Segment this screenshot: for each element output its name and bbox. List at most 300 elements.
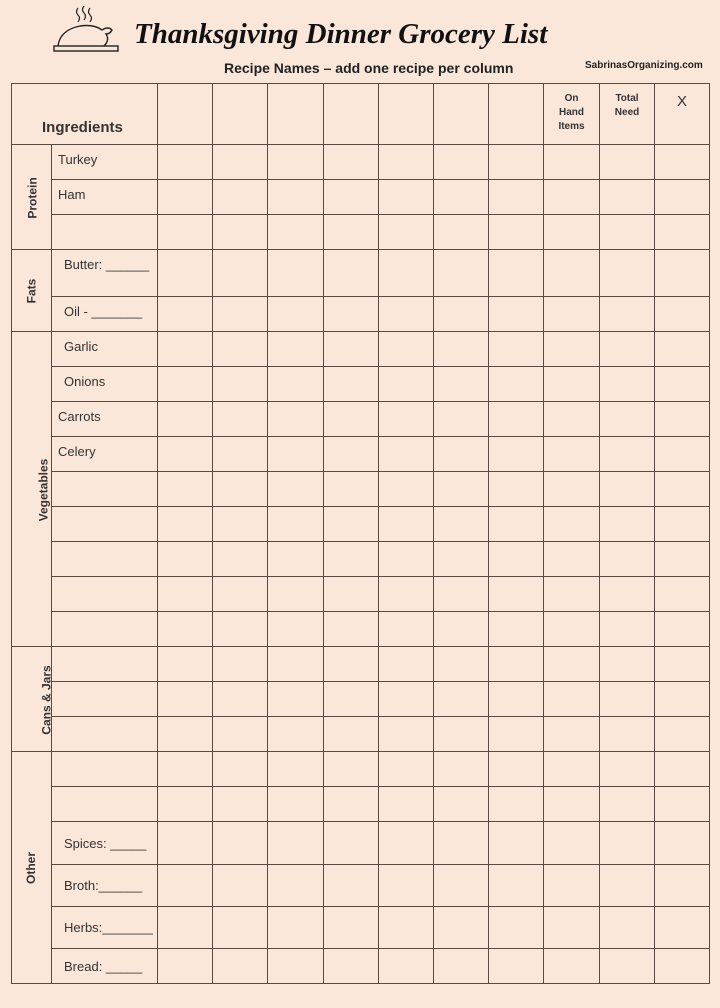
recipe-qty-cell[interactable]: [434, 402, 489, 437]
on-hand-cell[interactable]: [544, 682, 600, 717]
recipe-qty-cell[interactable]: [324, 647, 379, 682]
ingredient-cell[interactable]: Bread: _____: [52, 949, 158, 984]
recipe-qty-cell[interactable]: [489, 180, 544, 215]
recipe-name-cell[interactable]: [268, 84, 324, 145]
check-cell[interactable]: [655, 682, 710, 717]
recipe-qty-cell[interactable]: [489, 507, 544, 542]
check-cell[interactable]: [655, 612, 710, 647]
recipe-qty-cell[interactable]: [213, 367, 268, 402]
recipe-qty-cell[interactable]: [158, 437, 213, 472]
table-row: [12, 577, 710, 612]
table-row: [12, 752, 710, 787]
header-row: [12, 84, 710, 145]
recipe-qty-cell[interactable]: [434, 822, 489, 865]
recipe-qty-cell[interactable]: [268, 180, 324, 215]
recipe-qty-cell[interactable]: [268, 250, 324, 297]
recipe-qty-cell[interactable]: [434, 787, 489, 822]
table-row: [12, 949, 710, 984]
recipe-qty-cell[interactable]: [268, 215, 324, 250]
check-cell[interactable]: [655, 180, 710, 215]
recipe-qty-cell[interactable]: [268, 402, 324, 437]
ingredient-cell[interactable]: Carrots: [52, 402, 158, 437]
recipe-qty-cell[interactable]: [379, 752, 434, 787]
on-hand-header: On Hand Items: [544, 84, 600, 145]
recipe-qty-cell[interactable]: [324, 865, 379, 907]
recipe-qty-cell[interactable]: [324, 822, 379, 865]
recipe-qty-cell[interactable]: [213, 682, 268, 717]
website-label: SabrinasOrganizing.com: [585, 60, 703, 71]
ingredient-cell[interactable]: [52, 787, 158, 822]
total-need-cell[interactable]: [600, 472, 655, 507]
recipe-qty-cell[interactable]: [489, 577, 544, 612]
recipe-qty-cell[interactable]: [379, 787, 434, 822]
on-hand-cell[interactable]: [544, 542, 600, 577]
on-hand-cell[interactable]: [544, 577, 600, 612]
recipe-qty-cell[interactable]: [489, 717, 544, 752]
ingredient-cell[interactable]: Turkey: [52, 145, 158, 180]
recipe-names-subtitle: Recipe Names – add one recipe per column: [224, 60, 514, 76]
on-hand-cell[interactable]: [544, 612, 600, 647]
ingredient-cell[interactable]: [52, 752, 158, 787]
check-cell[interactable]: [655, 250, 710, 297]
recipe-name-cell[interactable]: [379, 84, 434, 145]
recipe-qty-cell[interactable]: [379, 682, 434, 717]
on-hand-cell[interactable]: [544, 145, 600, 180]
recipe-qty-cell[interactable]: [324, 507, 379, 542]
on-hand-cell[interactable]: [544, 332, 600, 367]
category-label: Vegetables: [36, 458, 51, 521]
recipe-qty-cell[interactable]: [268, 297, 324, 332]
ingredient-cell[interactable]: [52, 215, 158, 250]
recipe-qty-cell[interactable]: [434, 717, 489, 752]
recipe-name-cell[interactable]: [434, 84, 489, 145]
total-need-cell[interactable]: [600, 682, 655, 717]
recipe-qty-cell[interactable]: [158, 402, 213, 437]
recipe-qty-cell[interactable]: [213, 180, 268, 215]
check-cell[interactable]: [655, 577, 710, 612]
total-need-cell[interactable]: [600, 367, 655, 402]
recipe-qty-cell[interactable]: [268, 647, 324, 682]
on-hand-cell[interactable]: [544, 437, 600, 472]
recipe-qty-cell[interactable]: [158, 297, 213, 332]
recipe-qty-cell[interactable]: [268, 472, 324, 507]
ingredient-cell[interactable]: Garlic: [52, 332, 158, 367]
recipe-qty-cell[interactable]: [158, 612, 213, 647]
on-hand-cell[interactable]: [544, 647, 600, 682]
recipe-qty-cell[interactable]: [489, 612, 544, 647]
recipe-qty-cell[interactable]: [324, 145, 379, 180]
total-need-cell[interactable]: [600, 865, 655, 907]
recipe-qty-cell[interactable]: [268, 577, 324, 612]
recipe-qty-cell[interactable]: [379, 402, 434, 437]
ingredient-cell[interactable]: Oil - _______: [52, 297, 158, 332]
recipe-qty-cell[interactable]: [434, 297, 489, 332]
recipe-qty-cell[interactable]: [489, 682, 544, 717]
ingredient-cell[interactable]: Ham: [52, 180, 158, 215]
check-cell[interactable]: [655, 752, 710, 787]
total-need-cell[interactable]: [600, 822, 655, 865]
recipe-qty-cell[interactable]: [434, 907, 489, 949]
check-cell[interactable]: [655, 472, 710, 507]
total-need-cell[interactable]: [600, 949, 655, 984]
table-row: [12, 145, 710, 180]
recipe-qty-cell[interactable]: [489, 787, 544, 822]
on-hand-cell[interactable]: [544, 472, 600, 507]
recipe-qty-cell[interactable]: [379, 507, 434, 542]
ingredient-cell[interactable]: [52, 507, 158, 542]
total-need-cell[interactable]: [600, 542, 655, 577]
recipe-qty-cell[interactable]: [379, 472, 434, 507]
ingredient-cell[interactable]: Onions: [52, 367, 158, 402]
recipe-qty-cell[interactable]: [434, 865, 489, 907]
total-need-cell[interactable]: [600, 145, 655, 180]
recipe-qty-cell[interactable]: [324, 752, 379, 787]
recipe-qty-cell[interactable]: [434, 542, 489, 577]
recipe-qty-cell[interactable]: [213, 507, 268, 542]
table-row: [12, 907, 710, 949]
category-label: Other: [24, 851, 39, 885]
recipe-qty-cell[interactable]: [324, 402, 379, 437]
recipe-qty-cell[interactable]: [268, 507, 324, 542]
page-title: Thanksgiving Dinner Grocery List: [134, 18, 548, 50]
recipe-qty-cell[interactable]: [158, 180, 213, 215]
total-need-header: Total Need: [600, 84, 655, 145]
recipe-qty-cell[interactable]: [158, 865, 213, 907]
recipe-qty-cell[interactable]: [434, 250, 489, 297]
check-cell[interactable]: [655, 367, 710, 402]
check-cell[interactable]: [655, 717, 710, 752]
recipe-qty-cell[interactable]: [158, 787, 213, 822]
recipe-qty-cell[interactable]: [213, 332, 268, 367]
recipe-qty-cell[interactable]: [268, 682, 324, 717]
recipe-qty-cell[interactable]: [489, 865, 544, 907]
table-row: [12, 542, 710, 577]
table-row: [12, 250, 710, 297]
recipe-qty-cell[interactable]: [324, 437, 379, 472]
check-cell[interactable]: [655, 297, 710, 332]
recipe-qty-cell[interactable]: [434, 472, 489, 507]
check-cell[interactable]: [655, 647, 710, 682]
recipe-qty-cell[interactable]: [268, 437, 324, 472]
recipe-qty-cell[interactable]: [379, 437, 434, 472]
recipe-qty-cell[interactable]: [434, 612, 489, 647]
check-cell[interactable]: [655, 787, 710, 822]
recipe-name-cell[interactable]: [489, 84, 544, 145]
table-row: [12, 865, 710, 907]
total-need-cell[interactable]: [600, 250, 655, 297]
table-row: [12, 367, 710, 402]
recipe-qty-cell[interactable]: [213, 949, 268, 984]
recipe-qty-cell[interactable]: [213, 145, 268, 180]
on-hand-cell[interactable]: [544, 180, 600, 215]
recipe-qty-cell[interactable]: [158, 752, 213, 787]
ingredient-cell[interactable]: [52, 717, 158, 752]
on-hand-cell[interactable]: [544, 949, 600, 984]
ingredient-cell[interactable]: [52, 682, 158, 717]
total-need-cell[interactable]: [600, 180, 655, 215]
ingredient-cell[interactable]: Broth:______: [52, 865, 158, 907]
on-hand-cell[interactable]: [544, 752, 600, 787]
recipe-qty-cell[interactable]: [213, 822, 268, 865]
recipe-qty-cell[interactable]: [489, 250, 544, 297]
recipe-qty-cell[interactable]: [158, 717, 213, 752]
recipe-qty-cell[interactable]: [489, 822, 544, 865]
recipe-qty-cell[interactable]: [489, 437, 544, 472]
recipe-qty-cell[interactable]: [213, 472, 268, 507]
recipe-qty-cell[interactable]: [379, 612, 434, 647]
ingredient-cell[interactable]: Spices: _____: [52, 822, 158, 865]
recipe-qty-cell[interactable]: [268, 332, 324, 367]
recipe-qty-cell[interactable]: [268, 907, 324, 949]
recipe-qty-cell[interactable]: [379, 367, 434, 402]
recipe-qty-cell[interactable]: [158, 542, 213, 577]
recipe-qty-cell[interactable]: [324, 542, 379, 577]
recipe-name-cell[interactable]: [213, 84, 268, 145]
recipe-qty-cell[interactable]: [213, 402, 268, 437]
recipe-qty-cell[interactable]: [434, 180, 489, 215]
table-row: [12, 402, 710, 437]
recipe-qty-cell[interactable]: [489, 647, 544, 682]
total-need-cell[interactable]: [600, 752, 655, 787]
recipe-qty-cell[interactable]: [324, 180, 379, 215]
recipe-qty-cell[interactable]: [158, 507, 213, 542]
ingredient-cell[interactable]: [52, 577, 158, 612]
check-cell[interactable]: [655, 145, 710, 180]
total-need-cell[interactable]: [600, 437, 655, 472]
category-label: Fats: [24, 278, 39, 304]
recipe-qty-cell[interactable]: [379, 297, 434, 332]
total-need-cell[interactable]: [600, 907, 655, 949]
recipe-qty-cell[interactable]: [379, 332, 434, 367]
check-cell[interactable]: [655, 507, 710, 542]
category-cell: [12, 752, 52, 984]
on-hand-cell[interactable]: [544, 717, 600, 752]
recipe-qty-cell[interactable]: [213, 250, 268, 297]
recipe-qty-cell[interactable]: [379, 250, 434, 297]
recipe-qty-cell[interactable]: [324, 332, 379, 367]
table-row: [12, 437, 710, 472]
recipe-qty-cell[interactable]: [379, 907, 434, 949]
on-hand-cell[interactable]: [544, 907, 600, 949]
on-hand-cell[interactable]: [544, 507, 600, 542]
table-row: [12, 717, 710, 752]
ingredient-cell[interactable]: [52, 472, 158, 507]
on-hand-cell[interactable]: [544, 250, 600, 297]
recipe-qty-cell[interactable]: [434, 145, 489, 180]
on-hand-cell[interactable]: [544, 297, 600, 332]
recipe-qty-cell[interactable]: [489, 332, 544, 367]
total-need-cell[interactable]: [600, 787, 655, 822]
check-cell[interactable]: [655, 215, 710, 250]
category-cell: [12, 332, 52, 647]
recipe-qty-cell[interactable]: [379, 180, 434, 215]
total-need-cell[interactable]: [600, 577, 655, 612]
check-cell[interactable]: [655, 907, 710, 949]
table-row: [12, 647, 710, 682]
category-cell: [12, 647, 52, 752]
recipe-qty-cell[interactable]: [268, 367, 324, 402]
on-hand-cell[interactable]: [544, 787, 600, 822]
total-need-cell[interactable]: [600, 612, 655, 647]
recipe-qty-cell[interactable]: [489, 402, 544, 437]
recipe-qty-cell[interactable]: [213, 752, 268, 787]
recipe-qty-cell[interactable]: [213, 865, 268, 907]
recipe-qty-cell[interactable]: [489, 542, 544, 577]
recipe-qty-cell[interactable]: [324, 577, 379, 612]
table-row: [12, 787, 710, 822]
on-hand-cell[interactable]: [544, 865, 600, 907]
total-need-cell[interactable]: [600, 332, 655, 367]
recipe-qty-cell[interactable]: [379, 717, 434, 752]
recipe-name-cell[interactable]: [324, 84, 379, 145]
recipe-qty-cell[interactable]: [324, 215, 379, 250]
table-row: [12, 180, 710, 215]
recipe-qty-cell[interactable]: [434, 949, 489, 984]
recipe-qty-cell[interactable]: [213, 577, 268, 612]
recipe-qty-cell[interactable]: [158, 949, 213, 984]
recipe-qty-cell[interactable]: [489, 215, 544, 250]
recipe-qty-cell[interactable]: [158, 332, 213, 367]
recipe-qty-cell[interactable]: [158, 215, 213, 250]
total-need-cell[interactable]: [600, 402, 655, 437]
grocery-table: [11, 83, 710, 984]
table-row: [12, 332, 710, 367]
recipe-qty-cell[interactable]: [324, 949, 379, 984]
recipe-qty-cell[interactable]: [489, 297, 544, 332]
total-need-cell[interactable]: [600, 717, 655, 752]
recipe-qty-cell[interactable]: [324, 472, 379, 507]
recipe-qty-cell[interactable]: [213, 215, 268, 250]
recipe-qty-cell[interactable]: [213, 647, 268, 682]
roast-turkey-icon: [52, 6, 120, 54]
check-cell[interactable]: [655, 949, 710, 984]
total-need-cell[interactable]: [600, 647, 655, 682]
ingredient-cell[interactable]: [52, 542, 158, 577]
recipe-qty-cell[interactable]: [379, 542, 434, 577]
ingredients-header: Ingredients: [12, 84, 158, 145]
table-row: [12, 297, 710, 332]
recipe-qty-cell[interactable]: [268, 612, 324, 647]
recipe-qty-cell[interactable]: [434, 682, 489, 717]
recipe-qty-cell[interactable]: [489, 472, 544, 507]
recipe-qty-cell[interactable]: [379, 647, 434, 682]
on-hand-cell[interactable]: [544, 402, 600, 437]
category-cell: [12, 145, 52, 250]
recipe-qty-cell[interactable]: [434, 647, 489, 682]
recipe-qty-cell[interactable]: [324, 907, 379, 949]
on-hand-cell[interactable]: [544, 822, 600, 865]
category-label: Cans & Jars: [39, 664, 54, 735]
total-need-cell[interactable]: [600, 215, 655, 250]
recipe-qty-cell[interactable]: [158, 577, 213, 612]
recipe-qty-cell[interactable]: [489, 145, 544, 180]
recipe-qty-cell[interactable]: [489, 949, 544, 984]
check-cell[interactable]: [655, 865, 710, 907]
recipe-qty-cell[interactable]: [489, 907, 544, 949]
on-hand-cell[interactable]: [544, 367, 600, 402]
recipe-qty-cell[interactable]: [379, 949, 434, 984]
recipe-qty-cell[interactable]: [434, 507, 489, 542]
recipe-qty-cell[interactable]: [213, 612, 268, 647]
recipe-qty-cell[interactable]: [158, 145, 213, 180]
recipe-qty-cell[interactable]: [324, 682, 379, 717]
recipe-qty-cell[interactable]: [379, 215, 434, 250]
recipe-qty-cell[interactable]: [434, 215, 489, 250]
recipe-qty-cell[interactable]: [268, 145, 324, 180]
on-hand-cell[interactable]: [544, 215, 600, 250]
recipe-qty-cell[interactable]: [434, 577, 489, 612]
recipe-qty-cell[interactable]: [268, 787, 324, 822]
recipe-qty-cell[interactable]: [324, 717, 379, 752]
ingredient-cell[interactable]: Butter: ______: [52, 250, 158, 297]
recipe-qty-cell[interactable]: [158, 367, 213, 402]
recipe-qty-cell[interactable]: [158, 822, 213, 865]
recipe-qty-cell[interactable]: [213, 717, 268, 752]
category-label: Protein: [25, 176, 40, 219]
recipe-qty-cell[interactable]: [379, 822, 434, 865]
ingredient-cell[interactable]: [52, 647, 158, 682]
recipe-qty-cell[interactable]: [158, 682, 213, 717]
table-row: [12, 682, 710, 717]
recipe-qty-cell[interactable]: [158, 647, 213, 682]
recipe-qty-cell[interactable]: [434, 367, 489, 402]
check-header: X: [655, 84, 710, 145]
recipe-qty-cell[interactable]: [434, 752, 489, 787]
recipe-qty-cell[interactable]: [213, 297, 268, 332]
recipe-qty-cell[interactable]: [158, 472, 213, 507]
recipe-qty-cell[interactable]: [324, 787, 379, 822]
recipe-qty-cell[interactable]: [268, 949, 324, 984]
ingredient-cell[interactable]: Celery: [52, 437, 158, 472]
recipe-qty-cell[interactable]: [489, 367, 544, 402]
check-cell[interactable]: [655, 402, 710, 437]
total-need-cell[interactable]: [600, 297, 655, 332]
recipe-qty-cell[interactable]: [213, 437, 268, 472]
recipe-qty-cell[interactable]: [379, 865, 434, 907]
recipe-qty-cell[interactable]: [213, 542, 268, 577]
recipe-qty-cell[interactable]: [213, 907, 268, 949]
recipe-qty-cell[interactable]: [324, 250, 379, 297]
recipe-qty-cell[interactable]: [213, 787, 268, 822]
recipe-qty-cell[interactable]: [324, 297, 379, 332]
ingredient-cell[interactable]: Herbs:_______: [52, 907, 158, 949]
total-need-cell[interactable]: [600, 507, 655, 542]
recipe-qty-cell[interactable]: [379, 145, 434, 180]
recipe-qty-cell[interactable]: [434, 332, 489, 367]
table-row: [12, 472, 710, 507]
recipe-qty-cell[interactable]: [268, 717, 324, 752]
table-row: [12, 612, 710, 647]
recipe-qty-cell[interactable]: [268, 752, 324, 787]
check-cell[interactable]: [655, 332, 710, 367]
recipe-qty-cell[interactable]: [268, 542, 324, 577]
check-cell[interactable]: [655, 822, 710, 865]
category-cell: [12, 250, 52, 332]
recipe-qty-cell[interactable]: [158, 250, 213, 297]
recipe-qty-cell[interactable]: [434, 437, 489, 472]
check-cell[interactable]: [655, 437, 710, 472]
recipe-qty-cell[interactable]: [324, 612, 379, 647]
recipe-qty-cell[interactable]: [158, 907, 213, 949]
recipe-qty-cell[interactable]: [268, 865, 324, 907]
recipe-qty-cell[interactable]: [268, 822, 324, 865]
recipe-qty-cell[interactable]: [489, 752, 544, 787]
ingredient-cell[interactable]: [52, 612, 158, 647]
recipe-qty-cell[interactable]: [379, 577, 434, 612]
recipe-qty-cell[interactable]: [324, 367, 379, 402]
recipe-name-cell[interactable]: [158, 84, 213, 145]
check-cell[interactable]: [655, 542, 710, 577]
